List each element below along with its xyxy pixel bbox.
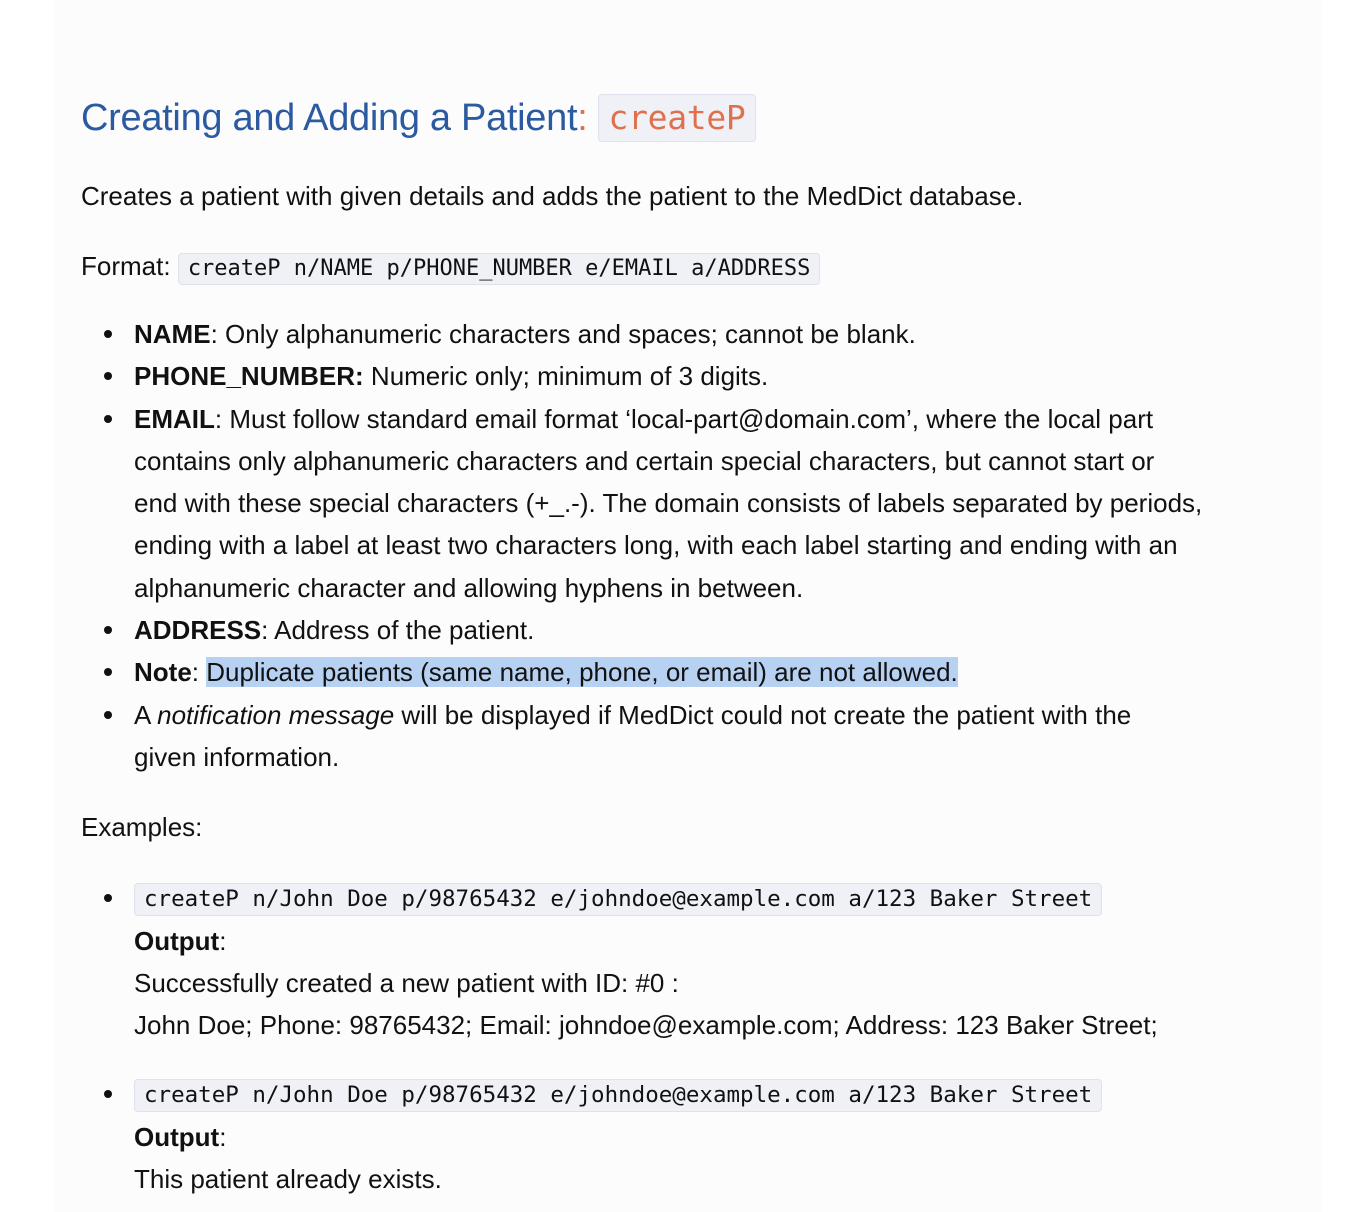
note-term: Note [134,657,192,688]
section-title-separator: : [577,96,588,139]
param-desc-email-line4: ending with a label at least two characters long, with each label starting and ending with an [134,530,1178,561]
example-output-label: Output [134,926,220,956]
example-output-heading [134,920,1301,962]
example-output-label: Output [134,1122,220,1152]
list-item-address [81,609,1301,651]
list-item-note [81,651,1301,693]
examples-list [81,876,1301,1046]
example-output-separator: : [219,926,227,956]
example-output-heading [134,1116,1301,1158]
format-code: createP n/NAME p/PHONE_NUMBER e/EMAIL a/ADDRESS [178,253,821,285]
param-desc-email-line1: : Must follow standard email format ‘local-part@domain.com’, where the local part [214,403,1154,434]
section-title: Creating and Adding a Patient [81,96,578,139]
note-text-selected[interactable]: Duplicate patients (same name, phone, or email) are not allowed. [206,657,958,688]
param-desc-address: : Address of the patient. [261,615,535,646]
param-desc-email-line5: alphanumeric character and allowing hyphens in between. [134,572,804,603]
intro-paragraph: Creates a patient with given details and adds the patient to the MedDict database. [81,181,1024,211]
examples-list-2 [81,1072,1301,1200]
example-code: createP n/John Doe p/98765432 e/johndoe@example.com a/123 Baker Street [134,1079,1102,1112]
example-code: createP n/John Doe p/98765432 e/johndoe@example.com a/123 Baker Street [134,883,1102,916]
list-item-name [81,313,1301,355]
example-output-line: John Doe; Phone: 98765432; Email: johndoe@example.com; Address: 123 Baker Street; [134,1010,1158,1040]
example-item [81,1072,1301,1200]
list-item-phone [81,355,1301,397]
param-desc-name: : Only alphanumeric characters and spaces; cannot be blank. [210,319,916,349]
example-output-line: This patient already exists. [134,1164,442,1194]
param-desc-email-line3: end with these special characters (+_.-). The domain consists of labels separated by periods, [134,488,1203,519]
example-output-separator: : [219,1122,227,1152]
example-item [81,876,1301,1046]
notification-line2: given information. [134,741,340,772]
param-desc-phone: Numeric only; minimum of 3 digits. [363,361,769,392]
notification-post: will be displayed if MedDict could not create the patient with the [394,699,1132,730]
section-heading [81,94,756,142]
param-term-phone: PHONE_NUMBER: [134,361,364,392]
parameter-list [81,313,1301,778]
examples-label: Examples: [81,812,203,842]
notification-emphasis: notification message [157,699,395,730]
note-separator: : [191,657,207,688]
section-command-code: createP [598,94,757,142]
example-output-line: Successfully created a new patient with ID: #0 : [134,968,679,998]
document-page [54,0,1322,1212]
param-desc-email-line2: contains only alphanumeric characters and certain special characters, but cannot start or [134,445,1155,476]
param-term-email: EMAIL [134,403,215,434]
param-term-address: ADDRESS [134,615,262,646]
list-item-notification [81,694,1301,779]
format-line [81,245,820,290]
list-item-email [81,398,1301,609]
notification-pre: A [134,699,158,730]
format-label: Format: [81,251,171,281]
param-term-name: NAME [134,319,211,349]
